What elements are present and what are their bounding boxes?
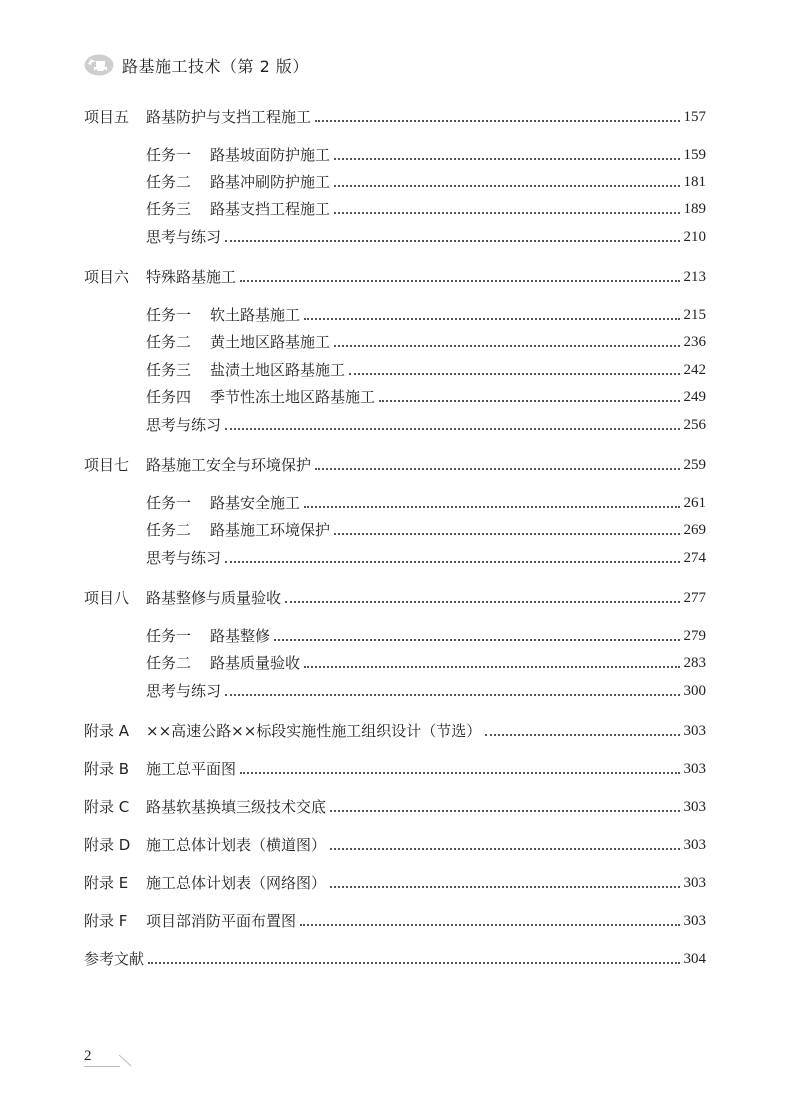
dot-leader	[225, 428, 679, 430]
toc-entry-page: 213	[683, 269, 706, 285]
toc-entry-page: 157	[683, 109, 706, 125]
toc-entry[interactable]	[146, 198, 706, 220]
toc-entry-page: 274	[683, 550, 706, 566]
toc-entry-title: 盐渍土地区路基施工	[210, 361, 346, 379]
toc-entry[interactable]	[84, 834, 706, 856]
toc-entry-title: 施工总体计划表（横道图）	[146, 836, 327, 854]
dot-leader	[285, 601, 679, 603]
toc-entry-label: 附录 A	[84, 722, 130, 740]
toc-entry-title: 路基坡面防护施工	[210, 146, 331, 164]
toc-entry[interactable]	[146, 304, 706, 326]
toc-entry[interactable]	[84, 758, 706, 780]
toc-entry-title: 思考与练习	[146, 228, 222, 246]
toc-entry-page: 303	[683, 723, 706, 739]
toc-entry-page: 249	[683, 389, 706, 405]
dot-leader	[330, 810, 679, 812]
dot-leader	[304, 666, 679, 668]
toc-entry-title: 思考与练习	[146, 416, 222, 434]
toc-entry[interactable]	[146, 414, 706, 436]
toc-entry-title: 特殊路基施工	[146, 268, 237, 286]
toc-entry-page: 261	[683, 495, 706, 511]
toc-entry-page: 279	[683, 628, 706, 644]
toc-entry-title: 路基整修与质量验收	[146, 589, 282, 607]
toc-entry-page: 242	[683, 362, 706, 378]
toc-entry-title: 施工总体计划表（网络图）	[146, 874, 327, 892]
toc-entry-label: 项目五	[84, 108, 130, 126]
toc-entry-page: 300	[683, 683, 706, 699]
toc-entry-page: 236	[683, 334, 706, 350]
toc-entry-page: 303	[683, 875, 706, 891]
toc-entry-label: 任务三	[146, 200, 192, 218]
toc-entry-page: 259	[683, 457, 706, 473]
toc-entry-title: 软土路基施工	[210, 306, 301, 324]
dot-leader	[315, 120, 679, 122]
toc-entry-label: 附录 C	[84, 798, 130, 816]
toc-entry[interactable]	[146, 171, 706, 193]
toc-entry-title: 路基防护与支挡工程施工	[146, 108, 312, 126]
toc-entry-page: 181	[683, 174, 706, 190]
toc-entry-label: 附录 D	[84, 836, 131, 854]
dot-leader	[274, 639, 679, 641]
toc-entry[interactable]	[84, 910, 706, 932]
toc-entry-label: 附录 E	[84, 874, 129, 892]
toc-entry-label: 项目八	[84, 589, 130, 607]
dot-leader	[225, 240, 679, 242]
toc-entry-label: 项目七	[84, 456, 130, 474]
toc-entry[interactable]	[84, 587, 706, 609]
toc-entry[interactable]	[84, 948, 706, 970]
toc-entry[interactable]	[146, 144, 706, 166]
toc-entry-label: 任务一	[146, 146, 192, 164]
toc-entry-title: 路基施工安全与环境保护	[146, 456, 312, 474]
toc-entry-page: 303	[683, 761, 706, 777]
toc-entry[interactable]	[146, 652, 706, 674]
toc-entry-page: 303	[683, 913, 706, 929]
book-title: 路基施工技术（第 2 版）	[122, 56, 309, 76]
dot-leader	[304, 318, 679, 320]
toc-entry-label: 任务一	[146, 627, 192, 645]
toc-entry-title: 路基质量验收	[210, 654, 301, 672]
dot-leader	[485, 734, 679, 736]
toc-entry-page: 269	[683, 522, 706, 538]
toc-entry-label: 任务一	[146, 494, 192, 512]
toc-entry[interactable]	[84, 454, 706, 476]
dot-leader	[225, 561, 679, 563]
toc-entry-page: 215	[683, 307, 706, 323]
toc-entry-title: 路基软基换填三级技术交底	[146, 798, 327, 816]
toc-entry[interactable]	[146, 625, 706, 647]
toc-entry-page: 210	[683, 229, 706, 245]
toc-entry[interactable]	[84, 872, 706, 894]
toc-entry[interactable]	[146, 547, 706, 569]
toc-entry[interactable]	[84, 106, 706, 128]
page-number: 2	[84, 1048, 92, 1064]
toc-entry-page: 283	[683, 655, 706, 671]
dot-leader	[334, 158, 679, 160]
dot-leader	[330, 886, 679, 888]
dot-leader	[315, 468, 679, 470]
toc-entry-title: 思考与练习	[146, 549, 222, 567]
toc-entry-label: 任务二	[146, 173, 192, 191]
toc-entry-title: 路基施工环境保护	[210, 521, 331, 539]
toc-entry-title: 路基支挡工程施工	[210, 200, 331, 218]
toc-entry[interactable]	[146, 386, 706, 408]
toc-entry-page: 189	[683, 201, 706, 217]
dot-leader	[379, 400, 679, 402]
toc-entry-label: 任务二	[146, 654, 192, 672]
toc-entry-title: 施工总平面图	[146, 760, 237, 778]
dot-leader	[334, 533, 679, 535]
dot-leader	[225, 694, 679, 696]
dot-leader	[240, 280, 679, 282]
toc-entry-page: 159	[683, 147, 706, 163]
toc-entry-label: 任务二	[146, 521, 192, 539]
toc-entry[interactable]	[146, 359, 706, 381]
toc-entry[interactable]	[146, 680, 706, 702]
dot-leader	[240, 772, 679, 774]
toc-entry-title: 项目部消防平面布置图	[146, 912, 297, 930]
toc-entry-label: 附录 F	[84, 912, 128, 930]
toc-entry[interactable]	[146, 331, 706, 353]
toc-entry-title: 季节性冻土地区路基施工	[210, 388, 376, 406]
dot-leader	[349, 373, 679, 375]
toc-entry-label: 项目六	[84, 268, 130, 286]
toc-entry[interactable]	[84, 720, 706, 742]
dot-leader	[334, 345, 679, 347]
footer-rule	[84, 1066, 120, 1067]
toc-entry-page: 303	[683, 799, 706, 815]
toc-entry-page: 256	[683, 417, 706, 433]
toc-entry-page: 304	[683, 951, 706, 967]
dot-leader	[304, 506, 679, 508]
toc-entry-title: 黄土地区路基施工	[210, 333, 331, 351]
toc-entry-label: 附录 B	[84, 760, 130, 778]
toc-entry-label: 任务一	[146, 306, 192, 324]
toc-entry-label: 任务三	[146, 361, 192, 379]
toc-entry-title: 参考文献	[84, 950, 145, 968]
toc-entry[interactable]	[146, 492, 706, 514]
dot-leader	[330, 848, 679, 850]
toc-entry-page: 303	[683, 837, 706, 853]
toc-entry-label: 任务二	[146, 333, 192, 351]
toc-entry[interactable]	[146, 226, 706, 248]
dot-leader	[148, 962, 679, 964]
toc-entry-title: 路基整修	[210, 627, 271, 645]
toc-entry-label: 任务四	[146, 388, 192, 406]
toc-entry-page: 277	[683, 590, 706, 606]
dot-leader	[300, 924, 679, 926]
toc-entry-title: 思考与练习	[146, 682, 222, 700]
toc-entry-title: 路基安全施工	[210, 494, 301, 512]
toc-entry[interactable]	[84, 266, 706, 288]
dot-leader	[334, 185, 679, 187]
toc-entry[interactable]	[146, 519, 706, 541]
toc-entry-title: 路基冲刷防护施工	[210, 173, 331, 191]
footer-corner-mark	[118, 1055, 132, 1067]
toc-entry-title: ××高速公路××标段实施性施工组织设计（节选）	[146, 722, 482, 740]
dot-leader	[334, 212, 679, 214]
toc-entry[interactable]	[84, 796, 706, 818]
